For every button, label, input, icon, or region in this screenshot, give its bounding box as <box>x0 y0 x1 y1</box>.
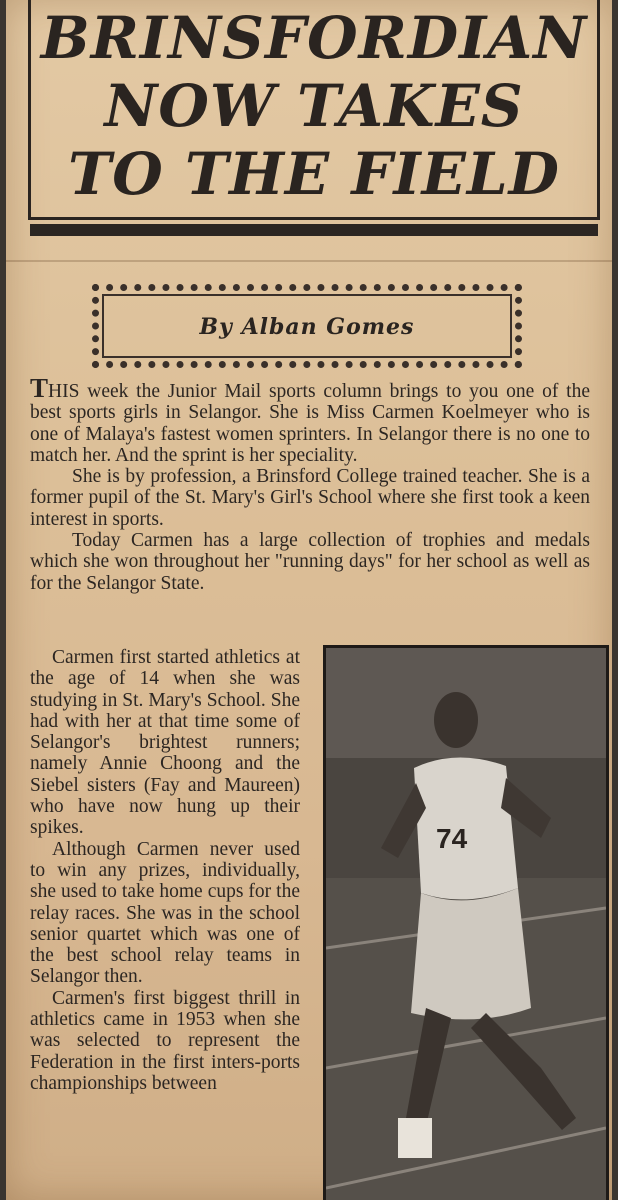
drop-cap: T <box>30 373 49 403</box>
fold-line <box>6 260 612 262</box>
paragraph-text: HIS week the Junior Mail sports column brings to you one of the best sports girls in Selangor. She is Miss Carmen Koelmeyer who is one of Malaya's fastest women sprinters. In Selangor there is no one to match her. And the sprint is her speciality. <box>30 381 590 466</box>
article-intro <box>30 373 590 594</box>
headline-line: BRINSFORDIAN <box>40 4 588 72</box>
headline-line: TO THE FIELD <box>68 140 560 208</box>
sprinter-photo-illustration <box>326 648 606 1200</box>
paragraph: She is by profession, a Brinsford College trained teacher. She is a former pupil of the St. Mary's Girl's School where she first took a keen interest in sports. <box>30 466 590 530</box>
headline-underline <box>30 224 598 236</box>
article-column <box>30 647 300 1094</box>
paragraph <box>30 373 590 466</box>
athlete-shorts <box>411 888 531 1019</box>
paragraph: Carmen first started athletics at the age of 14 when she was studying in St. Mary's School. She had with her at that time some of Selangor's brightest runners; namely Annie Choong and the Siebel sisters (Fay and Maureen) who have now hung up their spikes. <box>30 647 300 839</box>
paragraph: Carmen's first biggest thrill in athletics came in 1953 when she was selected to represent the Federation in the first inters-ports championships between <box>30 987 300 1094</box>
byline: By Alban Gomes <box>199 314 415 340</box>
paragraph: Although Carmen never used to win any prizes, individually, she used to take home cups for the relay races. She was in the school senior quartet which was one of the best school relay teams in Selangor then. <box>30 838 300 988</box>
athlete-head <box>434 692 478 748</box>
headline <box>28 4 600 208</box>
headline-line: NOW TAKES <box>104 72 524 140</box>
athlete-sock <box>398 1118 432 1158</box>
paragraph: Today Carmen has a large collection of trophies and medals which she won throughout her "running days" for her school as well as for the Selangor State. <box>30 530 590 594</box>
athlete-photo <box>323 645 609 1200</box>
bib-number: 74 <box>436 823 468 854</box>
